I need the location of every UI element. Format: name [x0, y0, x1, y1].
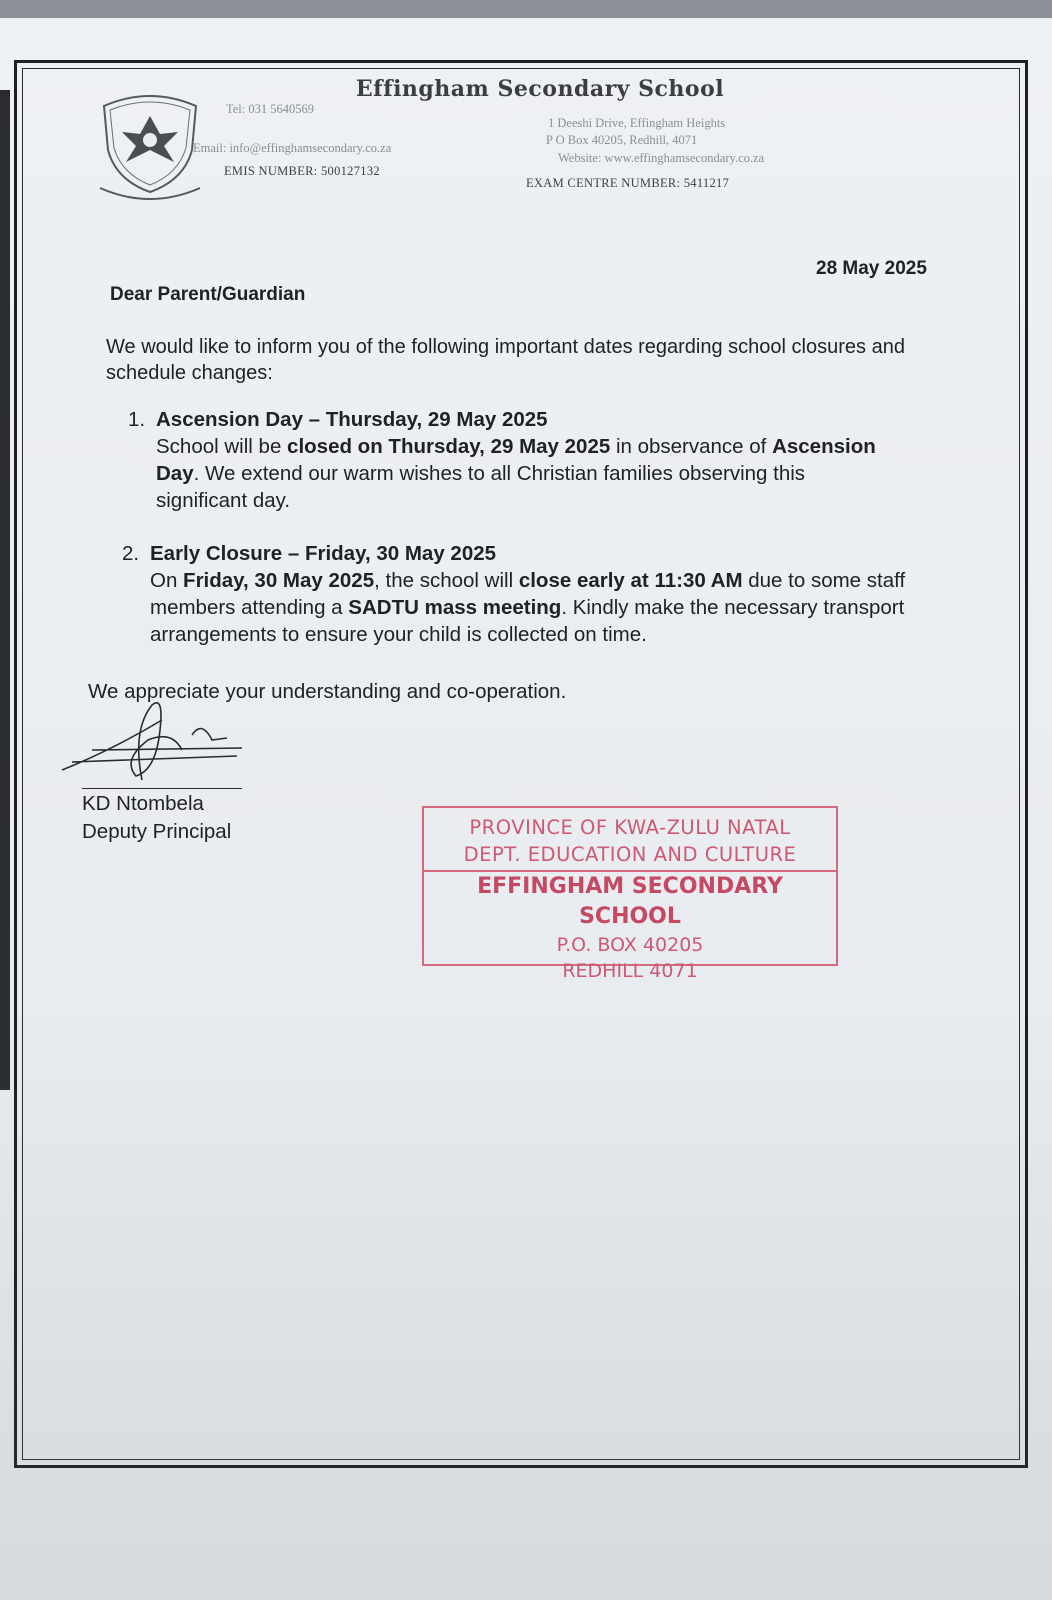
address-line-1: 1 Deeshi Drive, Effingham Heights	[548, 116, 726, 130]
stamp-box: P.O. BOX 40205	[556, 934, 704, 956]
emis-number: EMIS NUMBER: 500127132	[224, 164, 380, 178]
background-edge	[0, 90, 10, 1090]
list-item	[128, 406, 876, 514]
list-item-body: On Friday, 30 May 2025, the school will close early at 11:30 AM due to some staff members attending a SADTU mass meeting. Kindly make the necessary transport arrangements to ensure your child is collected on time.	[150, 569, 906, 646]
official-stamp	[422, 806, 838, 982]
signature	[52, 690, 262, 790]
list-item	[122, 540, 945, 648]
list-item-title: Ascension Day – Thursday, 29 May 2025	[156, 408, 548, 431]
stamp-city: REDHILL 4071	[562, 960, 698, 982]
signer-name: KD Ntombela	[82, 792, 204, 815]
email: Email: info@effinghamsecondary.co.za	[193, 141, 392, 155]
stamp-department: DEPT. EDUCATION AND CULTURE	[463, 843, 797, 866]
website: Website: www.effinghamsecondary.co.za	[558, 151, 765, 165]
intro-paragraph: We would like to inform you of the following important dates regarding school closures and schedule changes:	[106, 336, 905, 384]
school-crest-icon	[96, 88, 204, 200]
school-name: Effingham Secondary School	[355, 76, 725, 102]
telephone: Tel: 031 5640569	[226, 102, 315, 116]
stamp-province: PROVINCE OF KWA-ZULU NATAL	[469, 816, 791, 839]
list-item-body: School will be closed on Thursday, 29 May 2025 in observance of Ascension Day. We extend our warm wishes to all Christian families observing this significant day.	[156, 435, 876, 512]
signature-line	[82, 788, 242, 789]
list-item-number: 1.	[128, 408, 146, 431]
salutation: Dear Parent/Guardian	[110, 284, 306, 305]
list-item-number: 2.	[122, 542, 140, 565]
letter-date: 28 May 2025	[816, 258, 927, 279]
letterhead	[0, 0, 1052, 220]
list-item-title: Early Closure – Friday, 30 May 2025	[150, 542, 497, 565]
exam-centre-number: EXAM CENTRE NUMBER: 5411217	[526, 176, 730, 190]
address-line-2: P O Box 40205, Redhill, 4071	[546, 133, 698, 147]
stamp-school: EFFINGHAM SECONDARY SCHOOL	[477, 874, 783, 929]
signer-title: Deputy Principal	[82, 820, 232, 843]
closing-line: We appreciate your understanding and co-operation.	[88, 680, 567, 703]
